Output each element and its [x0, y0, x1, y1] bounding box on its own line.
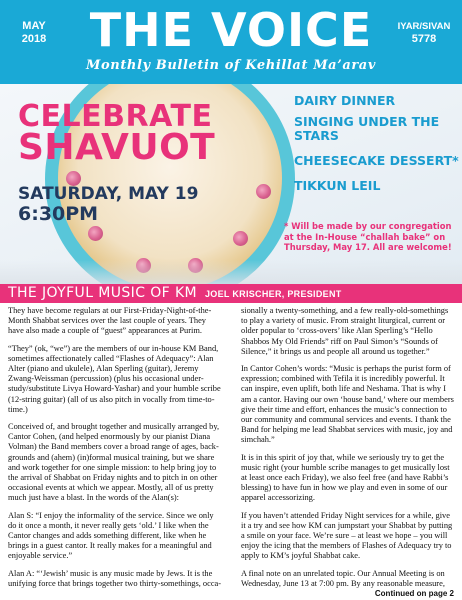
issue-month: MAY — [22, 20, 46, 32]
newsletter-title: THE VOICE — [89, 3, 373, 57]
event-item: TIKKUN LEIL — [294, 178, 381, 193]
article-paragraph: If you haven’t attended Friday Night services for a while, give it a try and see how KM can jumpstart your Shabbat by putting a smile on your face. We’re sure – at least we hope – you will enjoy the icing that the members of Flashes of Adequacy try to apply to KM’s joyful Shabbat cake. — [241, 510, 453, 561]
event-date — [18, 184, 198, 224]
event-item: DAIRY DINNER — [294, 93, 396, 108]
continued-link[interactable]: Continued on page 2 — [374, 589, 454, 598]
shavuot-hero — [0, 84, 462, 284]
article-byline: JOEL KRISCHER, PRESIDENT — [205, 289, 342, 299]
issue-year: 2018 — [21, 33, 47, 45]
event-list — [294, 94, 459, 204]
hero-shadow — [0, 260, 462, 284]
article-paragraph: “They” (ok, “we”) are the members of our in-house KM Band, sometimes affectionately called “Flashes of Adequacy”: Alan Alter (piano and ukulele), Alan Sperling (guitar), Jeremy Zwang-Weissman (percussion) (plus his occasional under-study/substitute Livya Howard-Yashar) and your humble scribe (12-string guitar) (all of us also pitch in vocally from time-to-time.) — [8, 343, 221, 414]
article-column-left — [8, 306, 222, 596]
event-date-time: 6:30PM — [18, 203, 99, 225]
event-date-day: SATURDAY, MAY 19 — [18, 184, 199, 204]
newsletter-subtitle: Monthly Bulletin of Kehillat Ma’arav — [86, 58, 376, 73]
article-paragraph: In Cantor Cohen’s words: “Music is perhaps the purist form of expression; combined with Tefila it is incredibly powerful. It can inspire, even uplift, both life and Neshama. That is why I am a cantor. Having our own ‘house band,’ where our members give their time and effort, enhances the music’s connection to our community and communal services and events. I thank the Band for helping me lead Shabbat services with music, joy and simchah.” — [241, 364, 454, 445]
article-paragraph: They have become regulars at our First-Friday-Night-of-the-Month Shabbat services over the last couple of years. They have also made a couple of “guest” appearances at Purim. — [8, 306, 212, 336]
challah-bake-note: * Will be made by our congregation at the In-House “challah bake” on Thursday, May 17. All are welcome! — [284, 221, 452, 252]
article-paragraph: Alan S: “I enjoy the informality of the service. Since we only do it once a month, it never really gets ‘old.’ I like when the Cantor changes and adds something different, like when he brings in a guest cantor. It really makes for a meaningful and enjoyable service.” — [8, 510, 214, 561]
article-paragraph: sionally a twenty-something, and a few really-old-somethings to play a variety of music. From straight liturgical, current or older popular to ‘cross-overs’ like Alan Sperling’s “Hello Shabbos My Old Friends” riff on Paul Simon’s “Sounds of Silence,” it brings us and people all around us together.” — [241, 306, 449, 356]
rose-decoration — [256, 184, 271, 199]
hero-headline — [18, 99, 216, 168]
article-paragraph: Conceived of, and brought together and musically arranged by, Cantor Cohen, (and helped enormously by our pianist Diana Volman) the Band members cover a broad range of ages, back-grounds and (ahem) (in)formal musical training, but we share and work together for one simple mission: to help bring joy to the arrival of Shabbat on Friday nights and to pitch in on other occasional events at which we appear. Mostly, all of us pretty much just have a blast. In the words of the Alan(s): — [8, 422, 220, 503]
event-item: SINGING UNDER THE STARS — [294, 114, 440, 143]
rose-decoration — [233, 231, 248, 246]
masthead — [0, 0, 462, 84]
article-headline: THE JOYFUL MUSIC OF KM — [8, 285, 198, 301]
hero-headline-line2: SHAVUOT — [18, 127, 216, 168]
article-banner — [0, 284, 462, 303]
article-paragraph: Alan A: “‘Jewish’ music is any music made by Jews. It is the unifying force that brings together two thirty-somethings, occa- — [8, 568, 222, 588]
rose-decoration — [88, 226, 103, 241]
event-item: CHEESECAKE DESSERT* — [294, 153, 459, 168]
hebrew-year: 5778 — [411, 33, 437, 45]
hero-headline-line1: CELEBRATE — [18, 99, 213, 134]
article-paragraph: It is in this spirit of joy that, while we seriously try to get the music right (your humble scribe manages to get musically lost at least once each Friday), we also feel free (and have Rabbi’s blessing) to have fun in how we play and even in some of our apparel accessorizing. — [241, 452, 450, 503]
article-column-right — [241, 306, 455, 596]
hebrew-month: IYAR/SIVAN — [397, 21, 451, 32]
article-paragraph: A final note on an unrelated topic. Our Annual Meeting is on Wednesday, June 13 at 7:00 pm. By any reasonable measure, — [241, 568, 445, 588]
hebrew-date — [394, 20, 454, 46]
